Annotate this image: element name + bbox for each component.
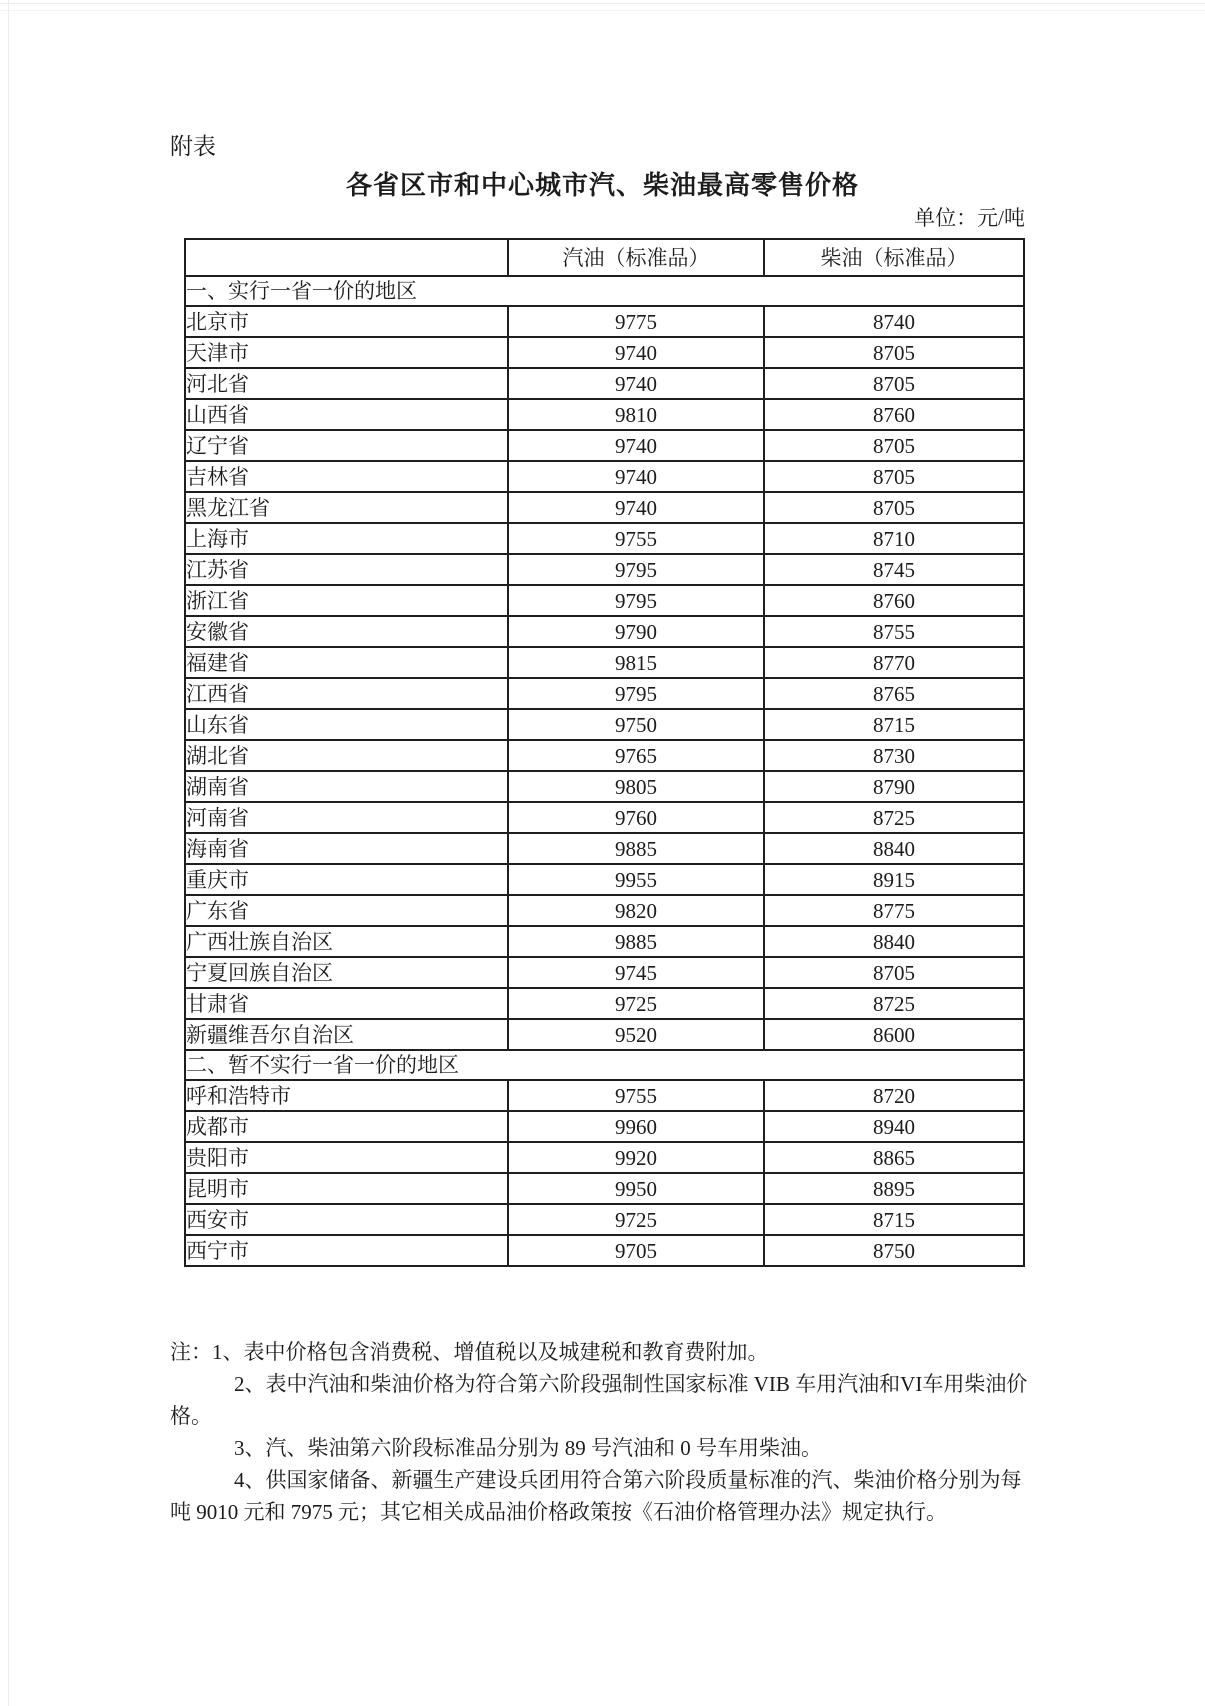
- region-cell: 西安市: [185, 1204, 508, 1235]
- gasoline-price-cell: 9960: [508, 1111, 764, 1142]
- table-row: [185, 1019, 1024, 1050]
- gasoline-price-cell: 9740: [508, 337, 764, 368]
- section-row: [185, 276, 1024, 306]
- gasoline-price-cell: 9705: [508, 1235, 764, 1266]
- region-cell: 福建省: [185, 647, 508, 678]
- region-cell: 上海市: [185, 523, 508, 554]
- table-row: [185, 523, 1024, 554]
- table-row: [185, 368, 1024, 399]
- footnote-line: 吨 9010 元和 7975 元；其它相关成品油价格政策按《石油价格管理办法》规定执行。: [170, 1500, 947, 1524]
- region-cell: 湖北省: [185, 740, 508, 771]
- diesel-price-cell: 8705: [764, 461, 1024, 492]
- region-cell: 山西省: [185, 399, 508, 430]
- header-row: [185, 239, 1024, 276]
- gasoline-price-cell: 9725: [508, 1204, 764, 1235]
- diesel-price-cell: 8715: [764, 709, 1024, 740]
- region-cell: 新疆维吾尔自治区: [185, 1019, 508, 1050]
- region-cell: 湖南省: [185, 771, 508, 802]
- gasoline-price-cell: 9955: [508, 864, 764, 895]
- table-row: [185, 492, 1024, 523]
- table-row: [185, 1235, 1024, 1266]
- gasoline-price-cell: 9725: [508, 988, 764, 1019]
- footnote-line: 注：1、表中价格包含消费税、增值税以及城建税和教育费附加。: [170, 1340, 769, 1364]
- gasoline-price-cell: 9805: [508, 771, 764, 802]
- diesel-price-cell: 8775: [764, 895, 1024, 926]
- gasoline-price-cell: 9920: [508, 1142, 764, 1173]
- region-cell: 广西壮族自治区: [185, 926, 508, 957]
- diesel-price-cell: 8765: [764, 678, 1024, 709]
- table-row: [185, 1111, 1024, 1142]
- page-edge-top-secondary: [0, 10, 1205, 11]
- region-cell: 呼和浩特市: [185, 1080, 508, 1111]
- diesel-price-cell: 8755: [764, 616, 1024, 647]
- region-cell: 宁夏回族自治区: [185, 957, 508, 988]
- diesel-price-cell: 8600: [764, 1019, 1024, 1050]
- region-cell: 北京市: [185, 306, 508, 337]
- region-cell: 河北省: [185, 368, 508, 399]
- gasoline-price-cell: 9885: [508, 926, 764, 957]
- gasoline-price-cell: 9765: [508, 740, 764, 771]
- diesel-price-cell: 8840: [764, 926, 1024, 957]
- diesel-price-cell: 8705: [764, 957, 1024, 988]
- diesel-price-cell: 8730: [764, 740, 1024, 771]
- region-cell: 成都市: [185, 1111, 508, 1142]
- diesel-price-cell: 8710: [764, 523, 1024, 554]
- gasoline-price-cell: 9740: [508, 461, 764, 492]
- table-row: [185, 554, 1024, 585]
- region-cell: 西宁市: [185, 1235, 508, 1266]
- unit-note: 单位：元/吨: [914, 206, 1025, 230]
- table-row: [185, 895, 1024, 926]
- diesel-price-cell: 8715: [764, 1204, 1024, 1235]
- section-title-cell: 一、实行一省一价的地区: [185, 276, 1024, 306]
- table-row: [185, 1204, 1024, 1235]
- table-row: [185, 802, 1024, 833]
- gasoline-price-cell: 9815: [508, 647, 764, 678]
- gasoline-price-cell: 9745: [508, 957, 764, 988]
- gasoline-price-cell: 9810: [508, 399, 764, 430]
- section-title-cell: 二、暂不实行一省一价的地区: [185, 1050, 1024, 1080]
- diesel-price-cell: 8740: [764, 306, 1024, 337]
- page-edge-top: [0, 3, 1205, 4]
- region-cell: 海南省: [185, 833, 508, 864]
- gasoline-price-cell: 9795: [508, 678, 764, 709]
- table-row: [185, 709, 1024, 740]
- diesel-price-cell: 8705: [764, 492, 1024, 523]
- region-cell: 江苏省: [185, 554, 508, 585]
- footnotes: [170, 1336, 1070, 1528]
- table-row: [185, 864, 1024, 895]
- gasoline-price-cell: 9820: [508, 895, 764, 926]
- table-row: [185, 399, 1024, 430]
- page-title: 各省区市和中心城市汽、柴油最高零售价格: [345, 170, 859, 200]
- gasoline-price-cell: 9750: [508, 709, 764, 740]
- diesel-price-cell: 8745: [764, 554, 1024, 585]
- diesel-price-cell: 8770: [764, 647, 1024, 678]
- diesel-price-cell: 8725: [764, 802, 1024, 833]
- table-row: [185, 740, 1024, 771]
- gasoline-price-cell: 9795: [508, 554, 764, 585]
- diesel-price-cell: 8865: [764, 1142, 1024, 1173]
- table-row: [185, 1142, 1024, 1173]
- price-table: [184, 238, 1025, 1267]
- table-row: [185, 1173, 1024, 1204]
- region-cell: 辽宁省: [185, 430, 508, 461]
- gasoline-price-cell: 9795: [508, 585, 764, 616]
- region-cell: 昆明市: [185, 1173, 508, 1204]
- table-row: [185, 306, 1024, 337]
- gasoline-price-cell: 9755: [508, 1080, 764, 1111]
- region-cell: 河南省: [185, 802, 508, 833]
- table-row: [185, 988, 1024, 1019]
- region-cell: 天津市: [185, 337, 508, 368]
- region-cell: 浙江省: [185, 585, 508, 616]
- gasoline-price-cell: 9740: [508, 368, 764, 399]
- region-cell: 黑龙江省: [185, 492, 508, 523]
- diesel-column-header: 柴油（标准品）: [764, 239, 1024, 276]
- table-row: [185, 678, 1024, 709]
- price-table-body: [185, 239, 1024, 1266]
- gasoline-price-cell: 9520: [508, 1019, 764, 1050]
- gasoline-price-cell: 9740: [508, 430, 764, 461]
- gasoline-price-cell: 9755: [508, 523, 764, 554]
- gasoline-price-cell: 9775: [508, 306, 764, 337]
- diesel-price-cell: 8915: [764, 864, 1024, 895]
- table-row: [185, 337, 1024, 368]
- footnote-line: 格。: [170, 1404, 212, 1428]
- gasoline-price-cell: 9740: [508, 492, 764, 523]
- diesel-price-cell: 8725: [764, 988, 1024, 1019]
- diesel-price-cell: 8705: [764, 368, 1024, 399]
- region-cell: 安徽省: [185, 616, 508, 647]
- diesel-price-cell: 8790: [764, 771, 1024, 802]
- table-row: [185, 771, 1024, 802]
- footnote-line: 3、汽、柴油第六阶段标准品分别为 89 号汽油和 0 号车用柴油。: [234, 1436, 822, 1460]
- region-column-header: [185, 239, 508, 276]
- table-row: [185, 1080, 1024, 1111]
- diesel-price-cell: 8705: [764, 337, 1024, 368]
- page-edge-left: [8, 0, 9, 1706]
- diesel-price-cell: 8705: [764, 430, 1024, 461]
- table-row: [185, 616, 1024, 647]
- diesel-price-cell: 8940: [764, 1111, 1024, 1142]
- table-row: [185, 647, 1024, 678]
- footnote-line: 4、供国家储备、新疆生产建设兵团用符合第六阶段质量标准的汽、柴油价格分别为每: [234, 1468, 1022, 1492]
- diesel-price-cell: 8840: [764, 833, 1024, 864]
- doc-label: 附表: [170, 134, 216, 159]
- region-cell: 江西省: [185, 678, 508, 709]
- table-row: [185, 430, 1024, 461]
- footnote-line: 2、表中汽油和柴油价格为符合第六阶段强制性国家标准 VIB 车用汽油和VI车用柴油价: [234, 1372, 1028, 1396]
- section-row: [185, 1050, 1024, 1080]
- diesel-price-cell: 8760: [764, 399, 1024, 430]
- gasoline-price-cell: 9885: [508, 833, 764, 864]
- table-row: [185, 926, 1024, 957]
- diesel-price-cell: 8760: [764, 585, 1024, 616]
- diesel-price-cell: 8750: [764, 1235, 1024, 1266]
- gasoline-column-header: 汽油（标准品）: [508, 239, 764, 276]
- gasoline-price-cell: 9950: [508, 1173, 764, 1204]
- diesel-price-cell: 8895: [764, 1173, 1024, 1204]
- region-cell: 甘肃省: [185, 988, 508, 1019]
- table-row: [185, 461, 1024, 492]
- table-row: [185, 957, 1024, 988]
- table-row: [185, 585, 1024, 616]
- gasoline-price-cell: 9790: [508, 616, 764, 647]
- region-cell: 广东省: [185, 895, 508, 926]
- diesel-price-cell: 8720: [764, 1080, 1024, 1111]
- table-row: [185, 833, 1024, 864]
- region-cell: 贵阳市: [185, 1142, 508, 1173]
- region-cell: 吉林省: [185, 461, 508, 492]
- gasoline-price-cell: 9760: [508, 802, 764, 833]
- region-cell: 山东省: [185, 709, 508, 740]
- region-cell: 重庆市: [185, 864, 508, 895]
